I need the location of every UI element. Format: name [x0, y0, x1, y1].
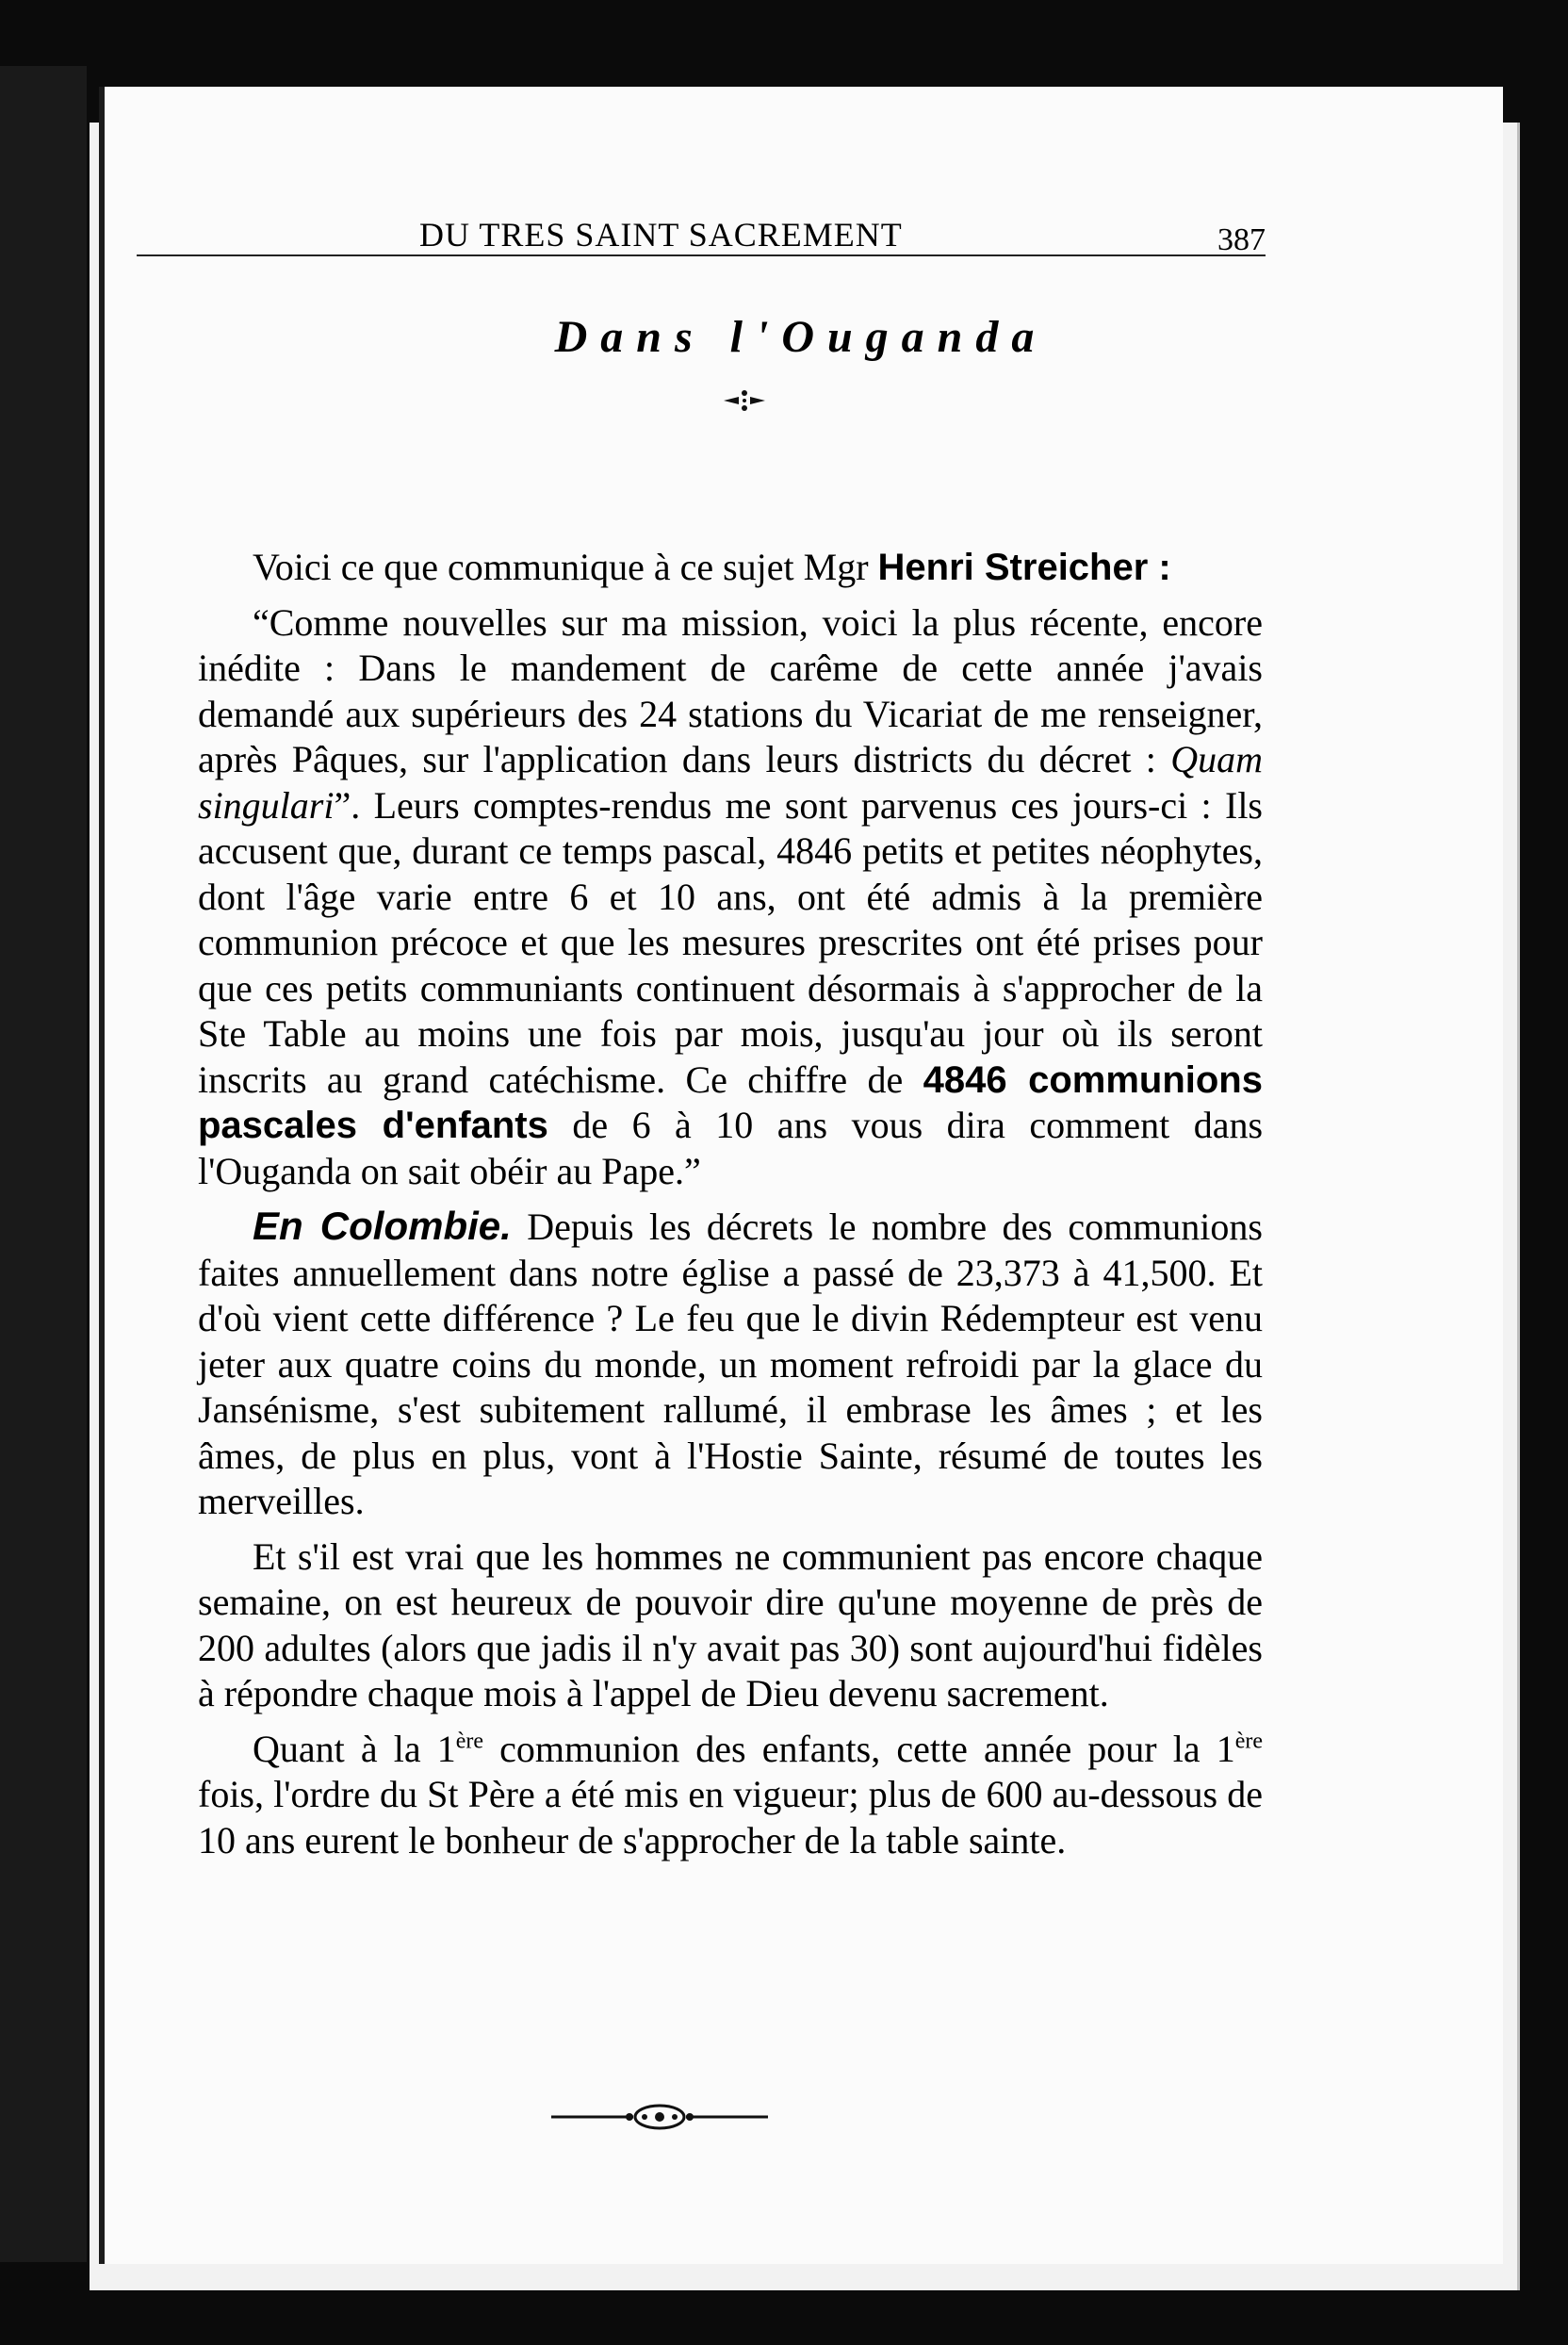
tailpiece-ornament-icon: [547, 2098, 773, 2136]
paragraph-colombia: [198, 1204, 1263, 1525]
paragraph-text: communion des enfants, cette année pour la 1: [483, 1727, 1235, 1770]
paragraph-intro: [198, 545, 1263, 591]
superscript: ère: [1234, 1729, 1264, 1754]
paragraph-text: Quant à la 1: [253, 1727, 456, 1770]
binding-edge: [0, 66, 87, 2262]
running-title: DU TRES SAINT SACREMENT: [419, 216, 903, 254]
fleuron-ornament-icon: [716, 382, 773, 419]
page-number: 387: [1217, 222, 1266, 257]
running-head: [137, 215, 1266, 256]
paragraph-quote: [198, 600, 1263, 1195]
paragraph-text: ”. Leurs comptes-rendus me sont parvenus ces jours-ci : Ils accusent que, durant ce temps pascal, 4846 petits et petites néophytes, dont l'âge varie entre 6 et 10 ans, ont été admis à la première communion précoce et que les mesures prescrites ont été prises pour que ces petits communiants continuent désormais à s'approcher de la Ste Table au moins une fois par mois, jusqu'au jour où ils seront inscrits au grand catéchisme. Ce chiffre de: [198, 783, 1263, 1101]
emphasis-figure: 4846 communions pascales d'enfants: [198, 1058, 1263, 1146]
paragraph-text: Depuis les décrets le nombre des communions faites annuellement dans notre église a passé de 23,373 à 41,500. Et d'où vient cette différence ? Le feu que le divin Rédempteur est venu jeter aux quatre coins du monde, un moment refroidi par la glace du Jansénisme, s'est subitement rallumé, il embrase les âmes ; et les âmes, de plus en plus, vont à l'Hostie Sainte, résumé de toutes les merveilles.: [198, 1205, 1263, 1522]
paragraph-text: Voici ce que communique à ce sujet Mgr: [253, 546, 878, 588]
superscript: ère: [455, 1729, 483, 1754]
paragraph-text: Et s'il est vrai que les hommes ne communient pas encore chaque semaine, on est heureux de pouvoir dire qu'une moyenne de près de 200 adultes (alors que jadis il n'y avait pas 30) sont aujourd'hui fidèles à répondre chaque mois à l'appel de Dieu devenu sacrement.: [198, 1534, 1263, 1714]
article-title: Dans l'Ouganda: [554, 312, 1048, 362]
decree-title: Quam singulari: [198, 738, 1263, 827]
paragraph-text: “Comme nouvelles sur ma mission, voici la plus récente, encore inédite : Dans le mandement de carême de cette année j'avais demandé aux supérieurs des 24 stations du Vicariat de me renseigner, après Pâques, sur l'application dans leurs districts du décret :: [198, 600, 1263, 780]
paragraph-adults: [198, 1534, 1263, 1717]
paragraph-text: fois, l'ordre du St Père a été mis en vigueur; plus de 600 au-dessous de 10 ans eurent le bonheur de s'approcher de la table sainte.: [198, 1773, 1263, 1861]
section-lead: En Colombie.: [253, 1204, 512, 1248]
bishop-name: Henri Streicher :: [877, 547, 1171, 588]
article-body: [198, 545, 1263, 1873]
paragraph-children: [198, 1727, 1263, 1864]
paragraph-text: de 6 à 10 ans vous dira comment dans l'Ouganda on sait obéir au Pape.”: [198, 1104, 1264, 1192]
